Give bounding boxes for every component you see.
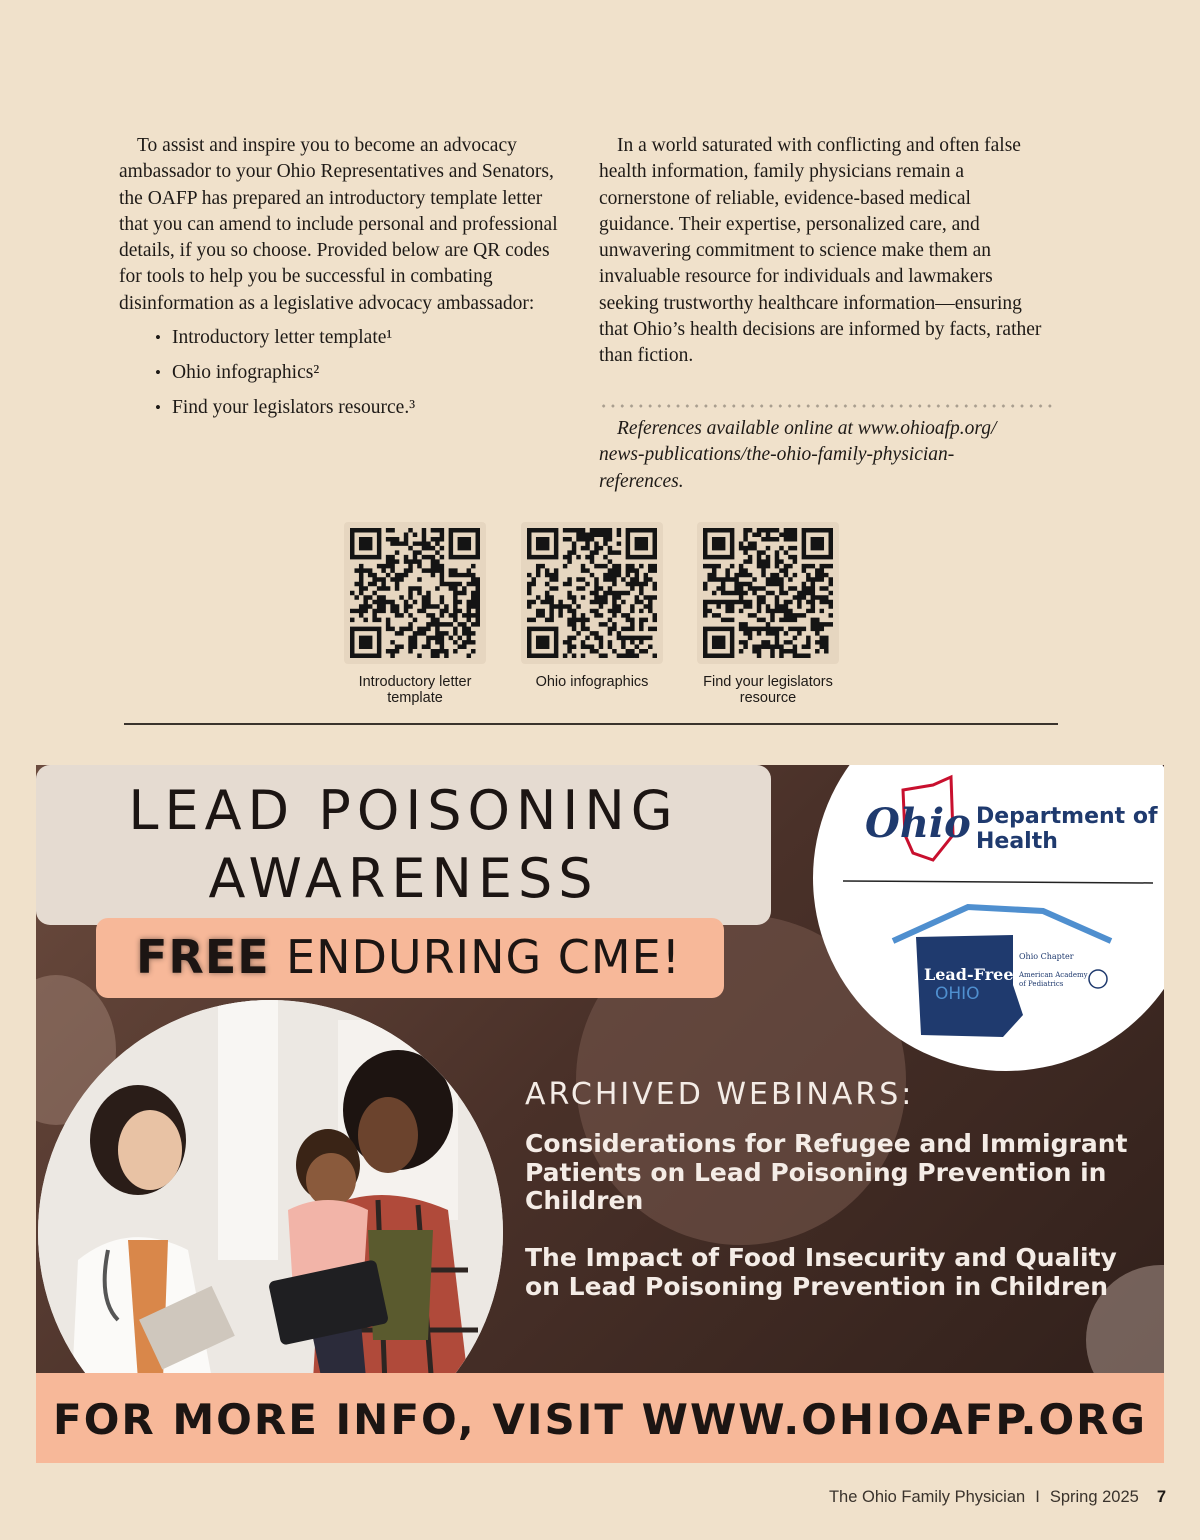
qr-caption-line: Ohio infographics <box>535 674 649 690</box>
references-line[interactable]: references. <box>599 470 684 492</box>
references-line[interactable]: news-publications/the-ohio-family-physician- <box>599 444 955 466</box>
aap-label: Ohio Chapter <box>1019 952 1074 961</box>
right-column <box>599 133 1049 370</box>
intro-paragraph: To assist and inspire you to become an advocacy ambassador to your Ohio Representatives and Senators, the OAFP has prepared an introductory template letter that you can amend to include personal and professional details, if you so choose. Provided below are QR codes for tools to help you be successful in combating disinformation as a legislative advocacy ambassador: <box>119 135 558 314</box>
body-paragraph: In a world saturated with conflicting and often false health information, family physicians remain a cornerstone of reliable, evidence-based medical guidance. Their expertise, personalized care, and unwavering commitment to science make them an invaluable resource for individuals and lawmakers seeking trustworthy healthcare information—ensuring that Ohio’s health decisions are informed by facts, rather than fiction. <box>599 135 1042 367</box>
left-column <box>119 133 564 430</box>
page-number: 7 <box>1156 1488 1166 1506</box>
aap-label: American Academy <box>1019 971 1088 979</box>
list-item: • Find your legislators resource.³ <box>155 395 564 421</box>
qr-caption-line: Introductory letter <box>358 674 472 690</box>
references-note <box>599 416 1049 495</box>
dept-name: Department of <box>976 804 1158 829</box>
qr-infographics[interactable] <box>512 522 672 690</box>
footer-separator: I <box>1035 1488 1040 1506</box>
free-label: FREE <box>136 930 270 984</box>
dotted-divider <box>599 404 1054 408</box>
qr-caption-line: template <box>387 690 443 706</box>
ad-title-line: LEAD POISONING <box>128 779 679 842</box>
ad-title-box <box>36 765 771 925</box>
aap-seal-icon <box>1089 970 1107 988</box>
logo-artwork <box>813 765 1164 1071</box>
tools-list <box>155 325 564 421</box>
lead-poisoning-ad[interactable] <box>36 765 1164 1463</box>
page-footer <box>829 1488 1166 1507</box>
list-item: • Ohio infographics² <box>155 360 564 386</box>
qr-letter-template[interactable] <box>335 522 495 706</box>
lead-free-label: OHIO <box>935 984 980 1004</box>
webinar-title[interactable]: Considerations for Refugee and Immigrant Patients on Lead Poisoning Prevention in Children <box>525 1129 1128 1215</box>
more-info-bar[interactable] <box>36 1373 1164 1463</box>
issue-label: Spring 2025 <box>1049 1488 1139 1506</box>
qr-caption <box>335 674 495 706</box>
cme-banner <box>96 918 724 998</box>
lead-free-label: Lead-Free <box>924 965 1014 984</box>
partner-logos <box>813 765 1164 1071</box>
qr-caption-line: resource <box>739 690 797 706</box>
webinar-title[interactable]: The Impact of Food Insecurity and Quality on Lead Poisoning Prevention in Children <box>525 1243 1117 1301</box>
publication-name: The Ohio Family Physician <box>828 1488 1026 1506</box>
qr-caption <box>688 674 848 706</box>
qr-code-icon[interactable] <box>344 522 486 664</box>
ohio-wordmark: Ohio <box>865 800 971 847</box>
qr-find-legislators[interactable] <box>688 522 848 706</box>
more-info-link[interactable]: FOR MORE INFO, VISIT WWW.OHIOAFP.ORG <box>53 1395 1147 1444</box>
references-line[interactable]: References available online at www.ohioafp.org/ <box>617 418 997 439</box>
ad-title-line: AWARENESS <box>208 847 599 910</box>
qr-code-icon[interactable] <box>697 522 839 664</box>
aap-label: of Pediatrics <box>1019 980 1064 988</box>
qr-caption-line: Find your legislators <box>703 674 833 690</box>
qr-code-icon[interactable] <box>521 522 663 664</box>
list-item: • Introductory letter template¹ <box>155 325 564 351</box>
qr-caption <box>512 674 672 690</box>
dept-name: Health <box>976 829 1058 854</box>
section-divider <box>124 723 1058 725</box>
webinars-heading: ARCHIVED WEBINARS: <box>525 1077 915 1112</box>
enduring-cme-label: ENDURING CME! <box>286 930 682 984</box>
